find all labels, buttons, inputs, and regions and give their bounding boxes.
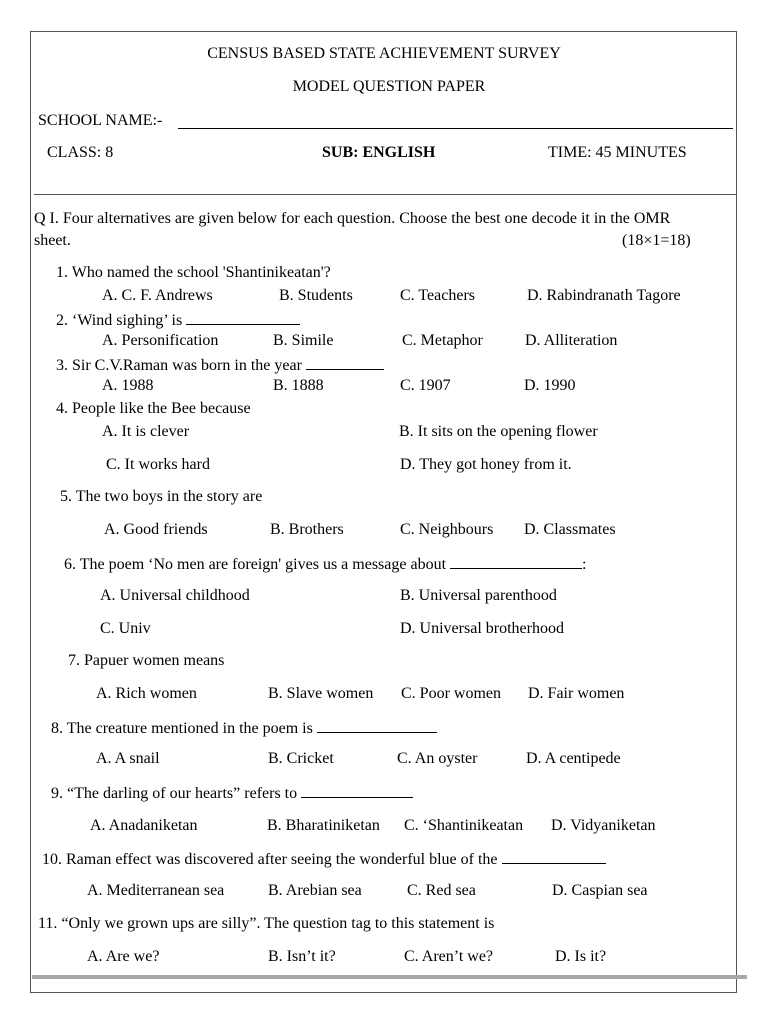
question-10-text: 10. Raman effect was discovered after seeing the wonderful blue of the (42, 851, 498, 868)
header-divider (34, 194, 737, 195)
answer-blank (301, 783, 413, 798)
answer-blank (317, 718, 437, 733)
option-a: A. Good friends (104, 521, 208, 538)
question-6 (64, 554, 586, 574)
option-a: A. Mediterranean sea (87, 882, 225, 899)
page-bottom-rule (32, 975, 747, 979)
question-3-text: 3. Sir C.V.Raman was born in the year (56, 357, 302, 374)
option-b: B. Simile (273, 332, 334, 349)
option-a: A. A snail (96, 750, 160, 767)
question-9-text: 9. “The darling of our hearts” refers to (51, 785, 298, 802)
question-1: 1. Who named the school 'Shantinikeatan'? (56, 264, 331, 281)
option-b: B. Brothers (270, 521, 344, 538)
paper-subtitle: MODEL QUESTION PAPER (292, 78, 486, 95)
option-a: A. C. F. Andrews (102, 287, 213, 304)
option-b: B. Isn’t it? (268, 948, 336, 965)
option-c: C. Aren’t we? (404, 948, 494, 965)
question-5: 5. The two boys in the story are (60, 488, 263, 505)
option-b: B. 1888 (273, 377, 324, 394)
option-d: D. Universal brotherhood (400, 620, 564, 637)
answer-blank (306, 355, 384, 370)
option-d: D. Vidyaniketan (551, 817, 656, 834)
class-label: CLASS: 8 (47, 144, 114, 161)
option-b: B. It sits on the opening flower (399, 423, 598, 440)
question-4: 4. People like the Bee because (56, 400, 251, 417)
option-a: A. 1988 (102, 377, 154, 394)
answer-blank (502, 849, 606, 864)
option-c: C. An oyster (397, 750, 478, 767)
option-c: C. Red sea (407, 882, 476, 899)
school-name-label: SCHOOL NAME:- (38, 112, 163, 129)
option-c: C. Teachers (400, 287, 475, 304)
option-c: C. Metaphor (402, 332, 483, 349)
option-d: D. A centipede (526, 750, 621, 767)
section-marks: (18×1=18) (622, 232, 691, 249)
option-c: C. It works hard (106, 456, 210, 473)
option-c: C. ‘Shantinikeatan (404, 817, 524, 834)
school-name-blank (178, 128, 733, 129)
option-a: A. Personification (102, 332, 219, 349)
option-d: D. They got honey from it. (400, 456, 572, 473)
option-b: B. Arebian sea (268, 882, 362, 899)
answer-blank (186, 310, 300, 325)
option-b: B. Cricket (268, 750, 334, 767)
option-c: C. 1907 (400, 377, 451, 394)
question-6-text: 6. The poem ‘No men are foreign' gives us a message about (64, 556, 447, 573)
section-instruction: Q I. Four alternatives are given below for each question. Choose the best one decode it in the OMR (34, 210, 671, 227)
option-d: D. Is it? (555, 948, 607, 965)
subject-label: SUB: ENGLISH (322, 144, 436, 161)
paper-title: CENSUS BASED STATE ACHIEVEMENT SURVEY (207, 45, 561, 62)
option-a: A. It is clever (102, 423, 190, 440)
option-a: A. Rich women (96, 685, 197, 702)
section-instruction-cont: sheet. (34, 232, 71, 249)
answer-blank (450, 554, 582, 569)
question-2 (56, 310, 300, 330)
question-8 (51, 718, 437, 738)
time-label: TIME: 45 MINUTES (548, 144, 687, 161)
option-d: D. Caspian sea (552, 882, 648, 899)
option-a: A. Anadaniketan (90, 817, 198, 834)
question-9 (51, 783, 413, 803)
option-c: C. Neighbours (400, 521, 494, 538)
option-b: B. Students (279, 287, 353, 304)
option-c: C. Poor women (401, 685, 501, 702)
option-a: A. Universal childhood (100, 587, 250, 604)
question-10 (42, 849, 606, 869)
option-b: B. Bharatiniketan (267, 817, 380, 834)
option-d: D. Rabindranath Tagore (527, 287, 681, 304)
question-2-text: 2. ‘Wind sighing’ is (56, 312, 183, 329)
option-a: A. Are we? (87, 948, 160, 965)
option-d: D. Alliteration (525, 332, 618, 349)
question-6-suffix: : (582, 556, 587, 573)
option-b: B. Slave women (268, 685, 374, 702)
option-d: D. Classmates (524, 521, 616, 538)
question-7: 7. Papuer women means (68, 652, 225, 669)
question-3 (56, 355, 384, 375)
option-c: C. Univ (100, 620, 151, 637)
option-b: B. Universal parenthood (400, 587, 557, 604)
question-8-text: 8. The creature mentioned in the poem is (51, 720, 313, 737)
option-d: D. Fair women (528, 685, 625, 702)
option-d: D. 1990 (524, 377, 576, 394)
question-11: 11. “Only we grown ups are silly”. The question tag to this statement is (38, 915, 495, 932)
